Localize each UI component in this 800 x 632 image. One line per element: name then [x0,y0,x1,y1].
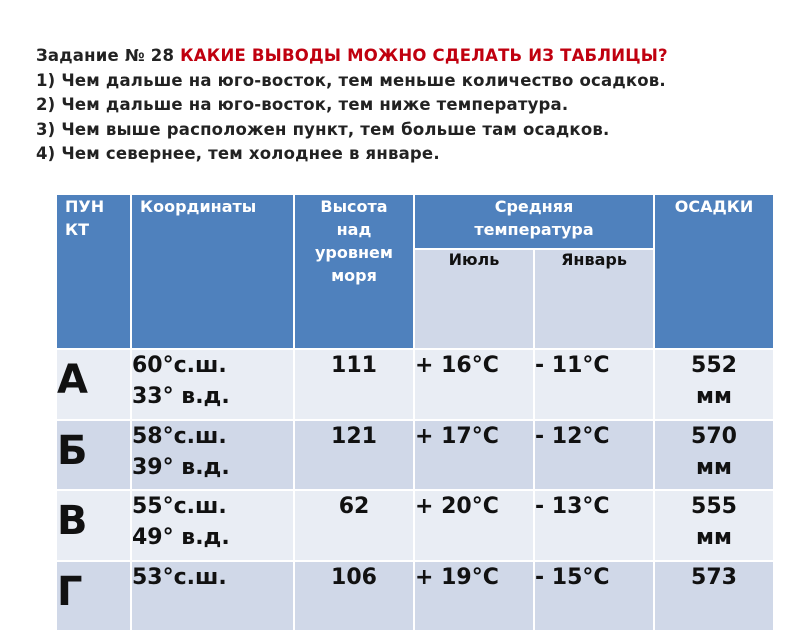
header-point: ПУН КТ [56,194,131,349]
cell-july: + 20°С [414,490,534,561]
header-january: Январь [534,249,654,349]
cell-coordinates: 53°с.ш. [131,561,294,631]
table-row [56,490,774,561]
task-title [36,44,796,69]
cell-point: А [56,349,131,420]
table-row [56,561,774,631]
cell-precipitation: 573 [654,561,774,631]
cell-january: - 15°С [534,561,654,631]
cell-coordinates: 55°с.ш. 49° в.д. [131,490,294,561]
answer-option-4: 4) Чем севернее, тем холоднее в январе. [36,144,440,163]
cell-height: 106 [294,561,414,631]
cell-coordinates: 58°с.ш. 39° в.д. [131,420,294,490]
cell-height: 62 [294,490,414,561]
header-precipitation: ОСАДКИ [654,194,774,349]
cell-precipitation: 552 мм [654,349,774,420]
cell-july: + 17°С [414,420,534,490]
header-avg-temperature: Средняя температура [414,194,654,249]
cell-january: - 12°С [534,420,654,490]
cell-coordinates: 60°с.ш. 33° в.д. [131,349,294,420]
cell-point: Г [56,561,131,631]
header-july: Июль [414,249,534,349]
cell-point: В [56,490,131,561]
task-number: Задание № 28 [36,46,181,65]
table-row [56,420,774,490]
cell-precipitation: 555 мм [654,490,774,561]
cell-height: 111 [294,349,414,420]
cell-precipitation: 570 мм [654,420,774,490]
cell-point: Б [56,420,131,490]
header-height: Высота над уровнем моря [294,194,414,349]
cell-july: + 19°С [414,561,534,631]
answer-option-1: 1) Чем дальше на юго-восток, тем меньше количество осадков. [36,70,666,90]
header-coordinates: Координаты [131,194,294,349]
table-row [56,349,774,420]
cell-january: - 13°С [534,490,654,561]
answer-option-2: 2) Чем дальше на юго-восток, тем ниже температура. [36,95,569,114]
cell-january: - 11°С [534,349,654,420]
answer-option-3: 3) Чем выше расположен пункт, тем больше там осадков. [36,119,610,139]
task-text [36,44,796,167]
cell-height: 121 [294,420,414,490]
cell-july: + 16°С [414,349,534,420]
task-question: КАКИЕ ВЫВОДЫ МОЖНО СДЕЛАТЬ ИЗ ТАБЛИЦЫ? [180,46,668,65]
climate-table [55,193,775,632]
